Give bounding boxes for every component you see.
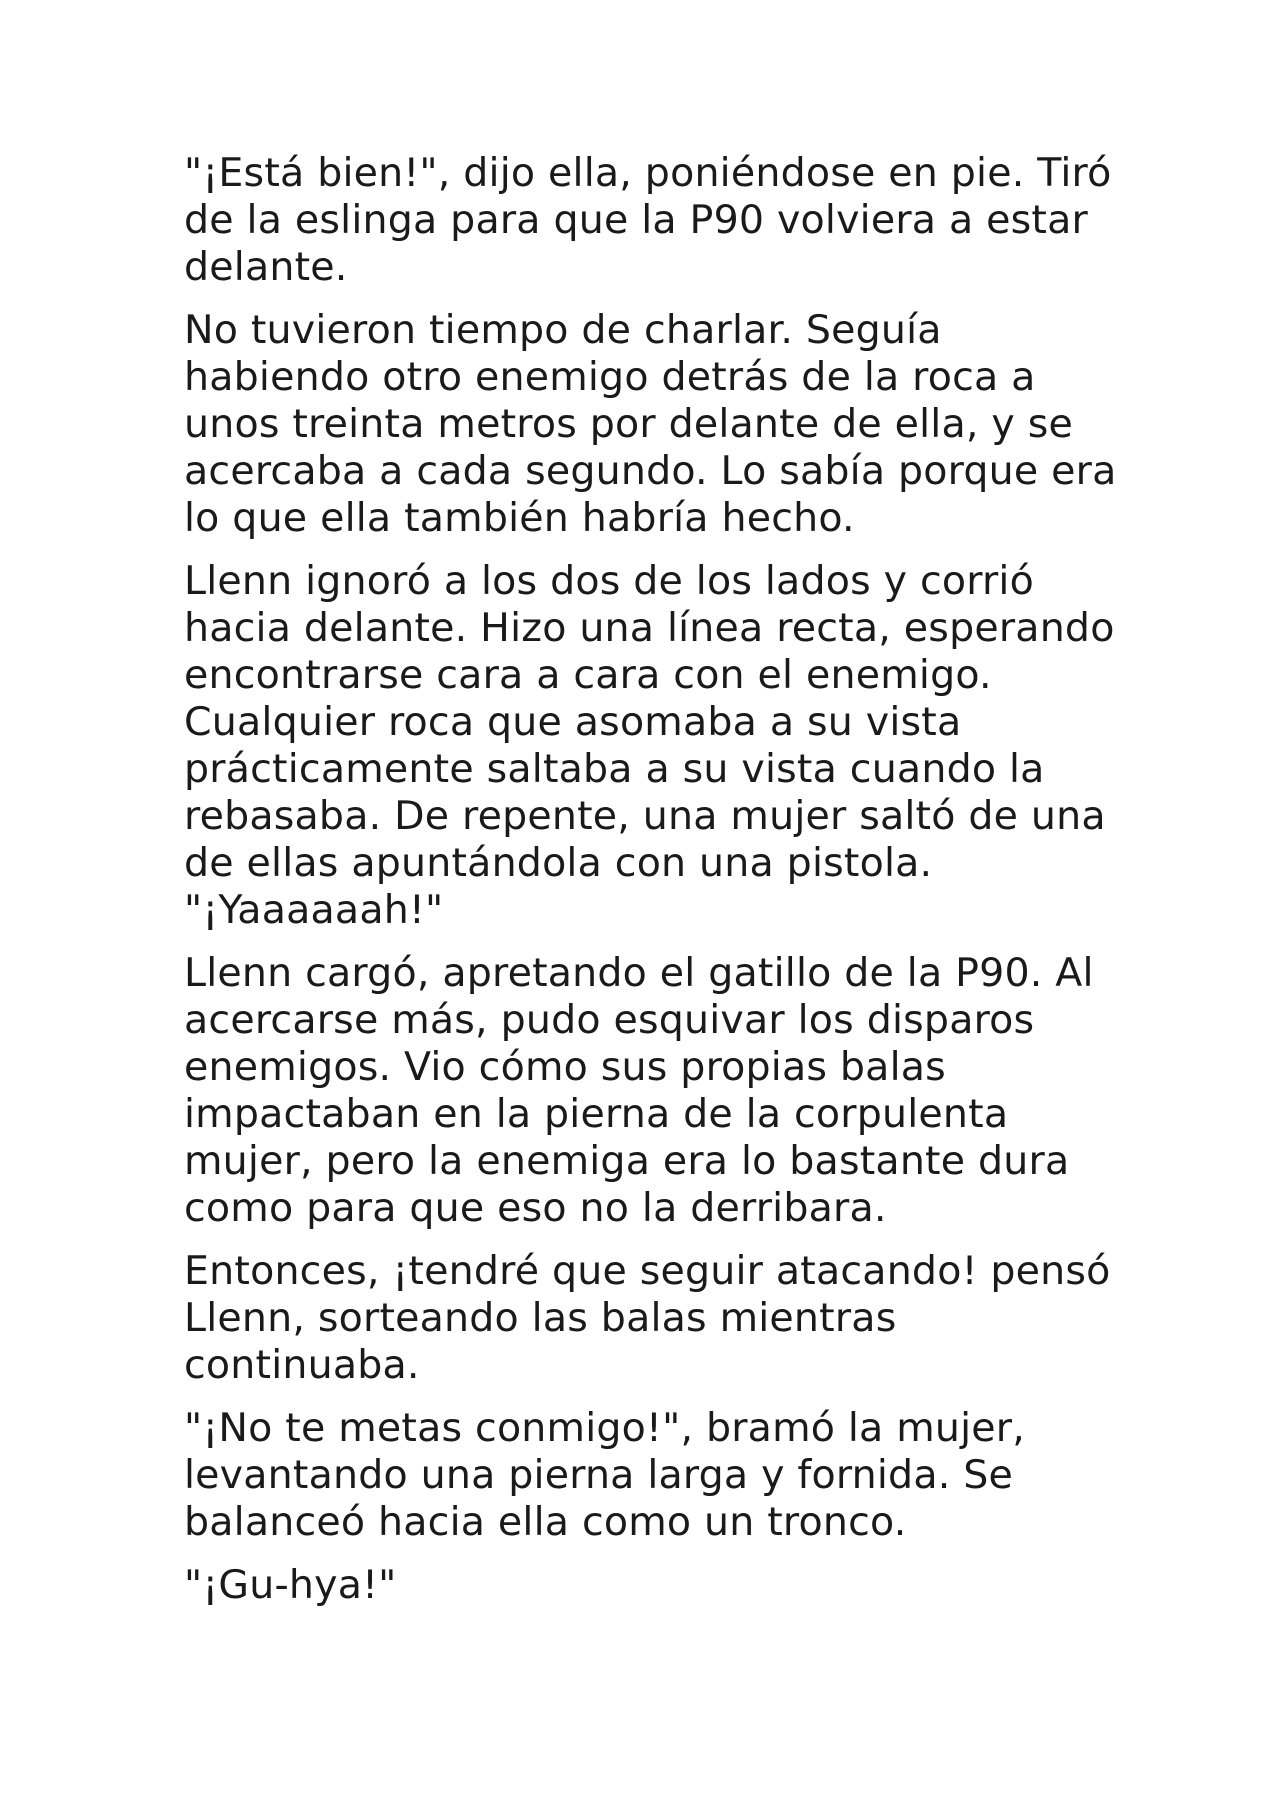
paragraph-4	[184, 950, 1114, 1232]
text-line: "¡No te metas conmigo!", bramó la mujer,	[184, 1405, 1025, 1451]
text-line: de la eslinga para que la P90 volviera a estar	[184, 197, 1088, 243]
text-line: lo que ella también habría hecho.	[184, 495, 855, 541]
body-text	[184, 150, 1117, 1625]
paragraph-5	[184, 1248, 1114, 1389]
text-line: continuaba.	[184, 1342, 420, 1388]
text-line: mujer, pero la enemiga era lo bastante dura	[184, 1138, 1070, 1184]
paragraph-6	[184, 1405, 1114, 1546]
text-line: No tuvieron tiempo de charlar. Seguía	[184, 307, 942, 353]
text-line: Entonces, ¡tendré que seguir atacando! pensó	[184, 1248, 1111, 1294]
text-line: unos treinta metros por delante de ella, y se	[184, 401, 1074, 447]
text-line: acercaba a cada segundo. Lo sabía porque era	[184, 448, 1117, 494]
text-line: como para que eso no la derribara.	[184, 1185, 887, 1231]
text-line: Llenn cargó, apretando el gatillo de la P90. Al	[184, 950, 1094, 996]
text-line: "¡Está bien!", dijo ella, poniéndose en pie. Tiró	[184, 150, 1112, 196]
paragraph-2	[184, 307, 1117, 542]
text-line: Llenn, sorteando las balas mientras	[184, 1295, 897, 1341]
text-line: impactaban en la pierna de la corpulenta	[184, 1091, 1009, 1137]
text-line: habiendo otro enemigo detrás de la roca a	[184, 354, 1036, 400]
text-line: rebasaba. De repente, una mujer saltó de una	[184, 793, 1106, 839]
text-line: delante.	[184, 244, 348, 290]
text-line: levantando una pierna larga y fornida. Se	[184, 1452, 1014, 1498]
text-line: enemigos. Vio cómo sus propias balas	[184, 1044, 946, 1090]
paragraph-7	[184, 1562, 1114, 1609]
text-line: acercarse más, pudo esquivar los disparos	[184, 997, 1035, 1043]
text-line: prácticamente saltaba a su vista cuando la	[184, 746, 1045, 792]
text-line: balanceó hacia ella como un tronco.	[184, 1499, 907, 1545]
text-line: hacia delante. Hizo una línea recta, esperando	[184, 605, 1115, 651]
text-line: "¡Gu-hya!"	[184, 1562, 397, 1608]
paragraph-1	[184, 150, 1114, 291]
text-line: de ellas apuntándola con una pistola.	[184, 840, 933, 886]
paragraph-3	[184, 558, 1114, 934]
text-line: Cualquier roca que asomaba a su vista	[184, 699, 962, 745]
text-line: Llenn ignoró a los dos de los lados y corrió	[184, 558, 1034, 604]
text-line: "¡Yaaaaaah!"	[184, 887, 444, 933]
text-line: encontrarse cara a cara con el enemigo.	[184, 652, 992, 698]
